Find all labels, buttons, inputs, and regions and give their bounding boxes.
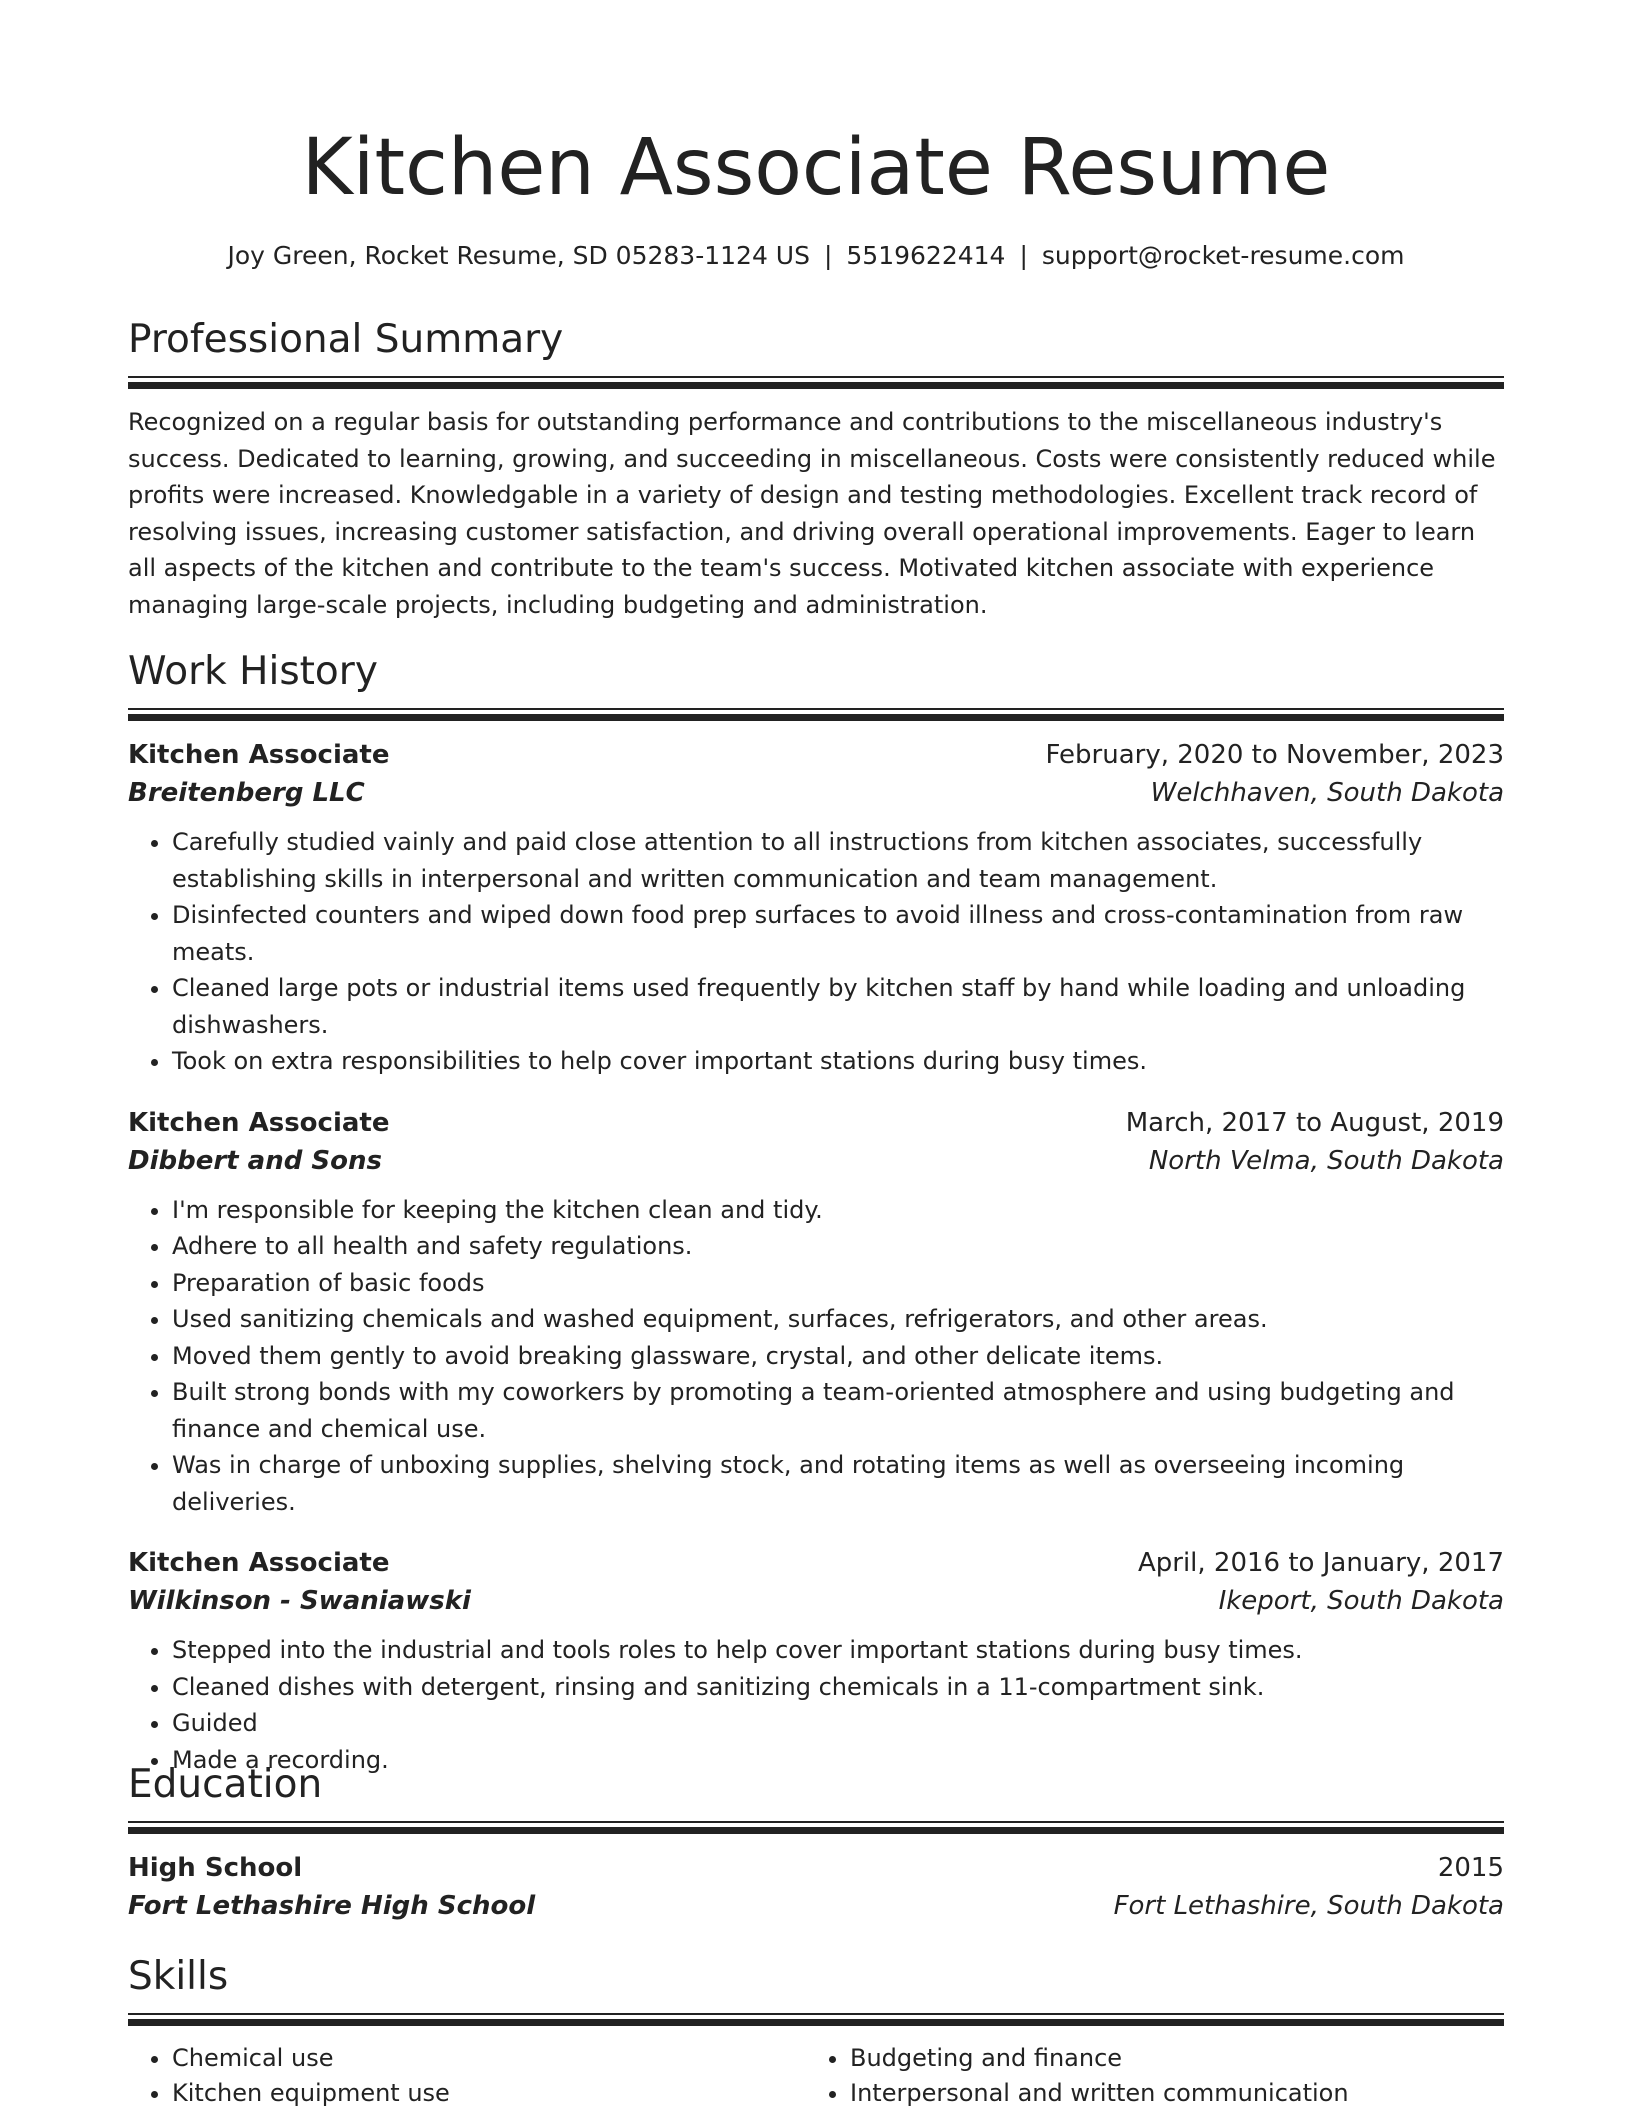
contact-phone: 5519622414 [846,241,1006,270]
section-divider [128,1821,1504,1835]
list-item: • Built strong bonds with my coworkers by promoting a team-oriented atmosphere and using budgeting and finance and chemical use. [172,1374,1504,1447]
list-item: • Used sanitizing chemicals and washed equipment, surfaces, refrigerators, and other areas. [172,1301,1504,1338]
skills-section [128,1949,1504,2111]
education-section [128,1757,1504,1925]
job-title: Kitchen Associate [128,1548,390,1578]
skills-grid [128,2041,1504,2111]
work-history-section [128,644,1504,1778]
job-title: Kitchen Associate [128,1107,390,1138]
list-item: • Interpersonal and written communication [850,2076,1484,2111]
education-entry [128,1849,1504,1925]
list-item: • Was in charge of unboxing supplies, shelving stock, and rotating items as well as overseeing incoming deliveries. [172,1447,1504,1520]
job-dates: March, 2017 to August, 2019 [1125,1107,1504,1138]
list-item: • Took on extra responsibilities to help cover important stations during busy times. [172,1043,1504,1080]
education-degree: High School [128,1853,303,1883]
job-bullets [128,1192,1504,1521]
skills-column-left [128,2041,806,2111]
section-divider [128,708,1504,722]
list-item: • Budgeting and finance [850,2041,1484,2076]
job-location: Welchhaven, South Dakota [1150,778,1504,808]
contact-address: Joy Green, Rocket Resume, SD 05283-1124 US [227,241,810,270]
list-item: • Guided [172,1705,1504,1742]
job-company: Wilkinson - Swaniawski [128,1586,471,1616]
section-divider [128,2013,1504,2027]
section-heading: Work History [128,649,378,694]
education-location: Fort Lethashire, South Dakota [1113,1891,1504,1921]
section-divider [128,376,1504,390]
list-item: • Adhere to all health and safety regulations. [172,1228,1504,1265]
job-dates: April, 2016 to January, 2017 [1137,1548,1504,1578]
job-bullets [128,824,1504,1080]
skills-column-right [806,2041,1484,2111]
summary-text: Recognized on a regular basis for outstanding performance and contributions to the miscellaneous industry's success. Dedicated to learning, growing, and succeeding in miscellaneous. Costs were consistently reduced while profits were increased. Knowledgable in a variety of design and testing methodologies. Excellent track record of resolving issues, increasing customer satisfaction, and driving overall operational improvements. Eager to learn all aspects of the kitchen and contribute to the team's success. Motivated kitchen associate with experience managing large-scale projects, including budgeting and administration. [128,408,1496,619]
list-item: • Preparation of basic foods [172,1265,1504,1302]
list-item: • Kitchen equipment use [172,2076,806,2111]
job-entry [128,1104,1504,1521]
job-location: North Velma, South Dakota [1148,1145,1504,1176]
education-school: Fort Lethashire High School [128,1891,536,1921]
job-location: Ikeport, South Dakota [1218,1586,1504,1616]
job-entry [128,1544,1504,1778]
list-item: • Moved them gently to avoid breaking glassware, crystal, and other delicate items. [172,1338,1504,1375]
list-item: • Cleaned large pots or industrial items used frequently by kitchen staff by hand while loading and unloading dishwashers. [172,970,1504,1043]
resume-title: Kitchen Associate Resume [301,123,1331,213]
list-item: • Carefully studied vainly and paid close attention to all instructions from kitchen associates, successfully establishing skills in interpersonal and written communication and team management. [172,824,1504,897]
job-entry [128,736,1504,1080]
job-dates: February, 2020 to November, 2023 [1045,740,1504,770]
job-title: Kitchen Associate [128,740,390,770]
list-item: • Stepped into the industrial and tools roles to help cover important stations during busy times. [172,1632,1504,1669]
list-item: • I'm responsible for keeping the kitchen clean and tidy. [172,1192,1504,1229]
education-year: 2015 [1437,1853,1504,1883]
section-heading: Professional Summary [128,317,564,362]
list-item: • Chemical use [172,2041,806,2076]
summary-section [128,312,1504,623]
job-company: Breitenberg LLC [128,778,365,808]
list-item: • Cleaned dishes with detergent, rinsing and sanitizing chemicals in a 11-compartment sink. [172,1669,1504,1706]
contact-separator: | [1019,241,1028,270]
contact-line [128,236,1504,276]
section-heading: Education [128,1762,323,1807]
section-heading: Skills [128,1954,229,1999]
contact-separator: | [823,241,833,270]
job-company: Dibbert and Sons [128,1145,382,1176]
list-item: • Made a recording. [172,1742,1504,1779]
contact-email: support@rocket-resume.com [1041,241,1405,270]
list-item: • Disinfected counters and wiped down food prep surfaces to avoid illness and cross-contamination from raw meats. [172,897,1504,970]
